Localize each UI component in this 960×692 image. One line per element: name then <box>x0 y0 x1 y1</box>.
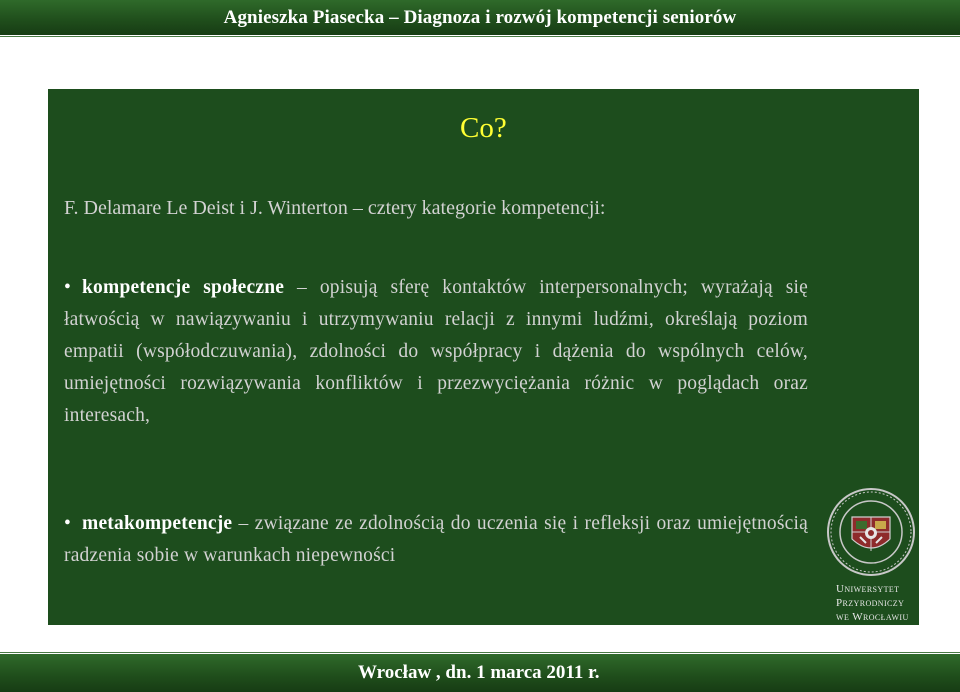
university-seal-icon <box>826 487 916 577</box>
header-title: Agnieszka Piasecka – Diagnoza i rozwój kompetencji seniorów <box>223 6 737 28</box>
bullet-icon: • <box>64 277 72 298</box>
bullet-item-metacompetence <box>64 508 808 572</box>
bullet-text: – opisują sferę kontaktów interpersonalnych; wyrażają się łatwością w nawiązywaniu i utrzymywaniu relacji z innymi ludźmi, określają poziom empatii (współodczuwania), zdolności do współpracy i dążenia do wspólnych celów, umiejętności rozwiązywania konfliktów i przezwyciężania różnic w poglądach oraz interesach, <box>64 277 809 426</box>
university-logo-text <box>836 582 909 624</box>
bullet-text: – związane ze zdolnością do uczenia się i refleksji oraz umiejętnością radzenia sobie w warunkach niepewności <box>64 513 808 566</box>
footer-text: Wrocław , dn. 1 marca 2011 r. <box>358 662 600 683</box>
bullet-icon: • <box>64 513 72 534</box>
intro-line: F. Delamare Le Deist i J. Winterton – cztery kategorie kompetencji: <box>64 197 606 219</box>
header-bar <box>0 0 960 35</box>
bullet-term: metakompetencje <box>82 513 233 534</box>
footer-divider <box>0 652 960 653</box>
logo-line-1: Uniwersytet <box>836 583 900 595</box>
bullet-term: kompetencje społeczne <box>82 277 285 298</box>
header-divider-shadow <box>0 36 960 37</box>
bullet-item-social-competence <box>64 272 808 432</box>
logo-line-3: we Wrocławiu <box>836 611 909 623</box>
logo-line-2: Przyrodniczy <box>836 597 905 609</box>
slide-title: Co? <box>460 112 507 144</box>
